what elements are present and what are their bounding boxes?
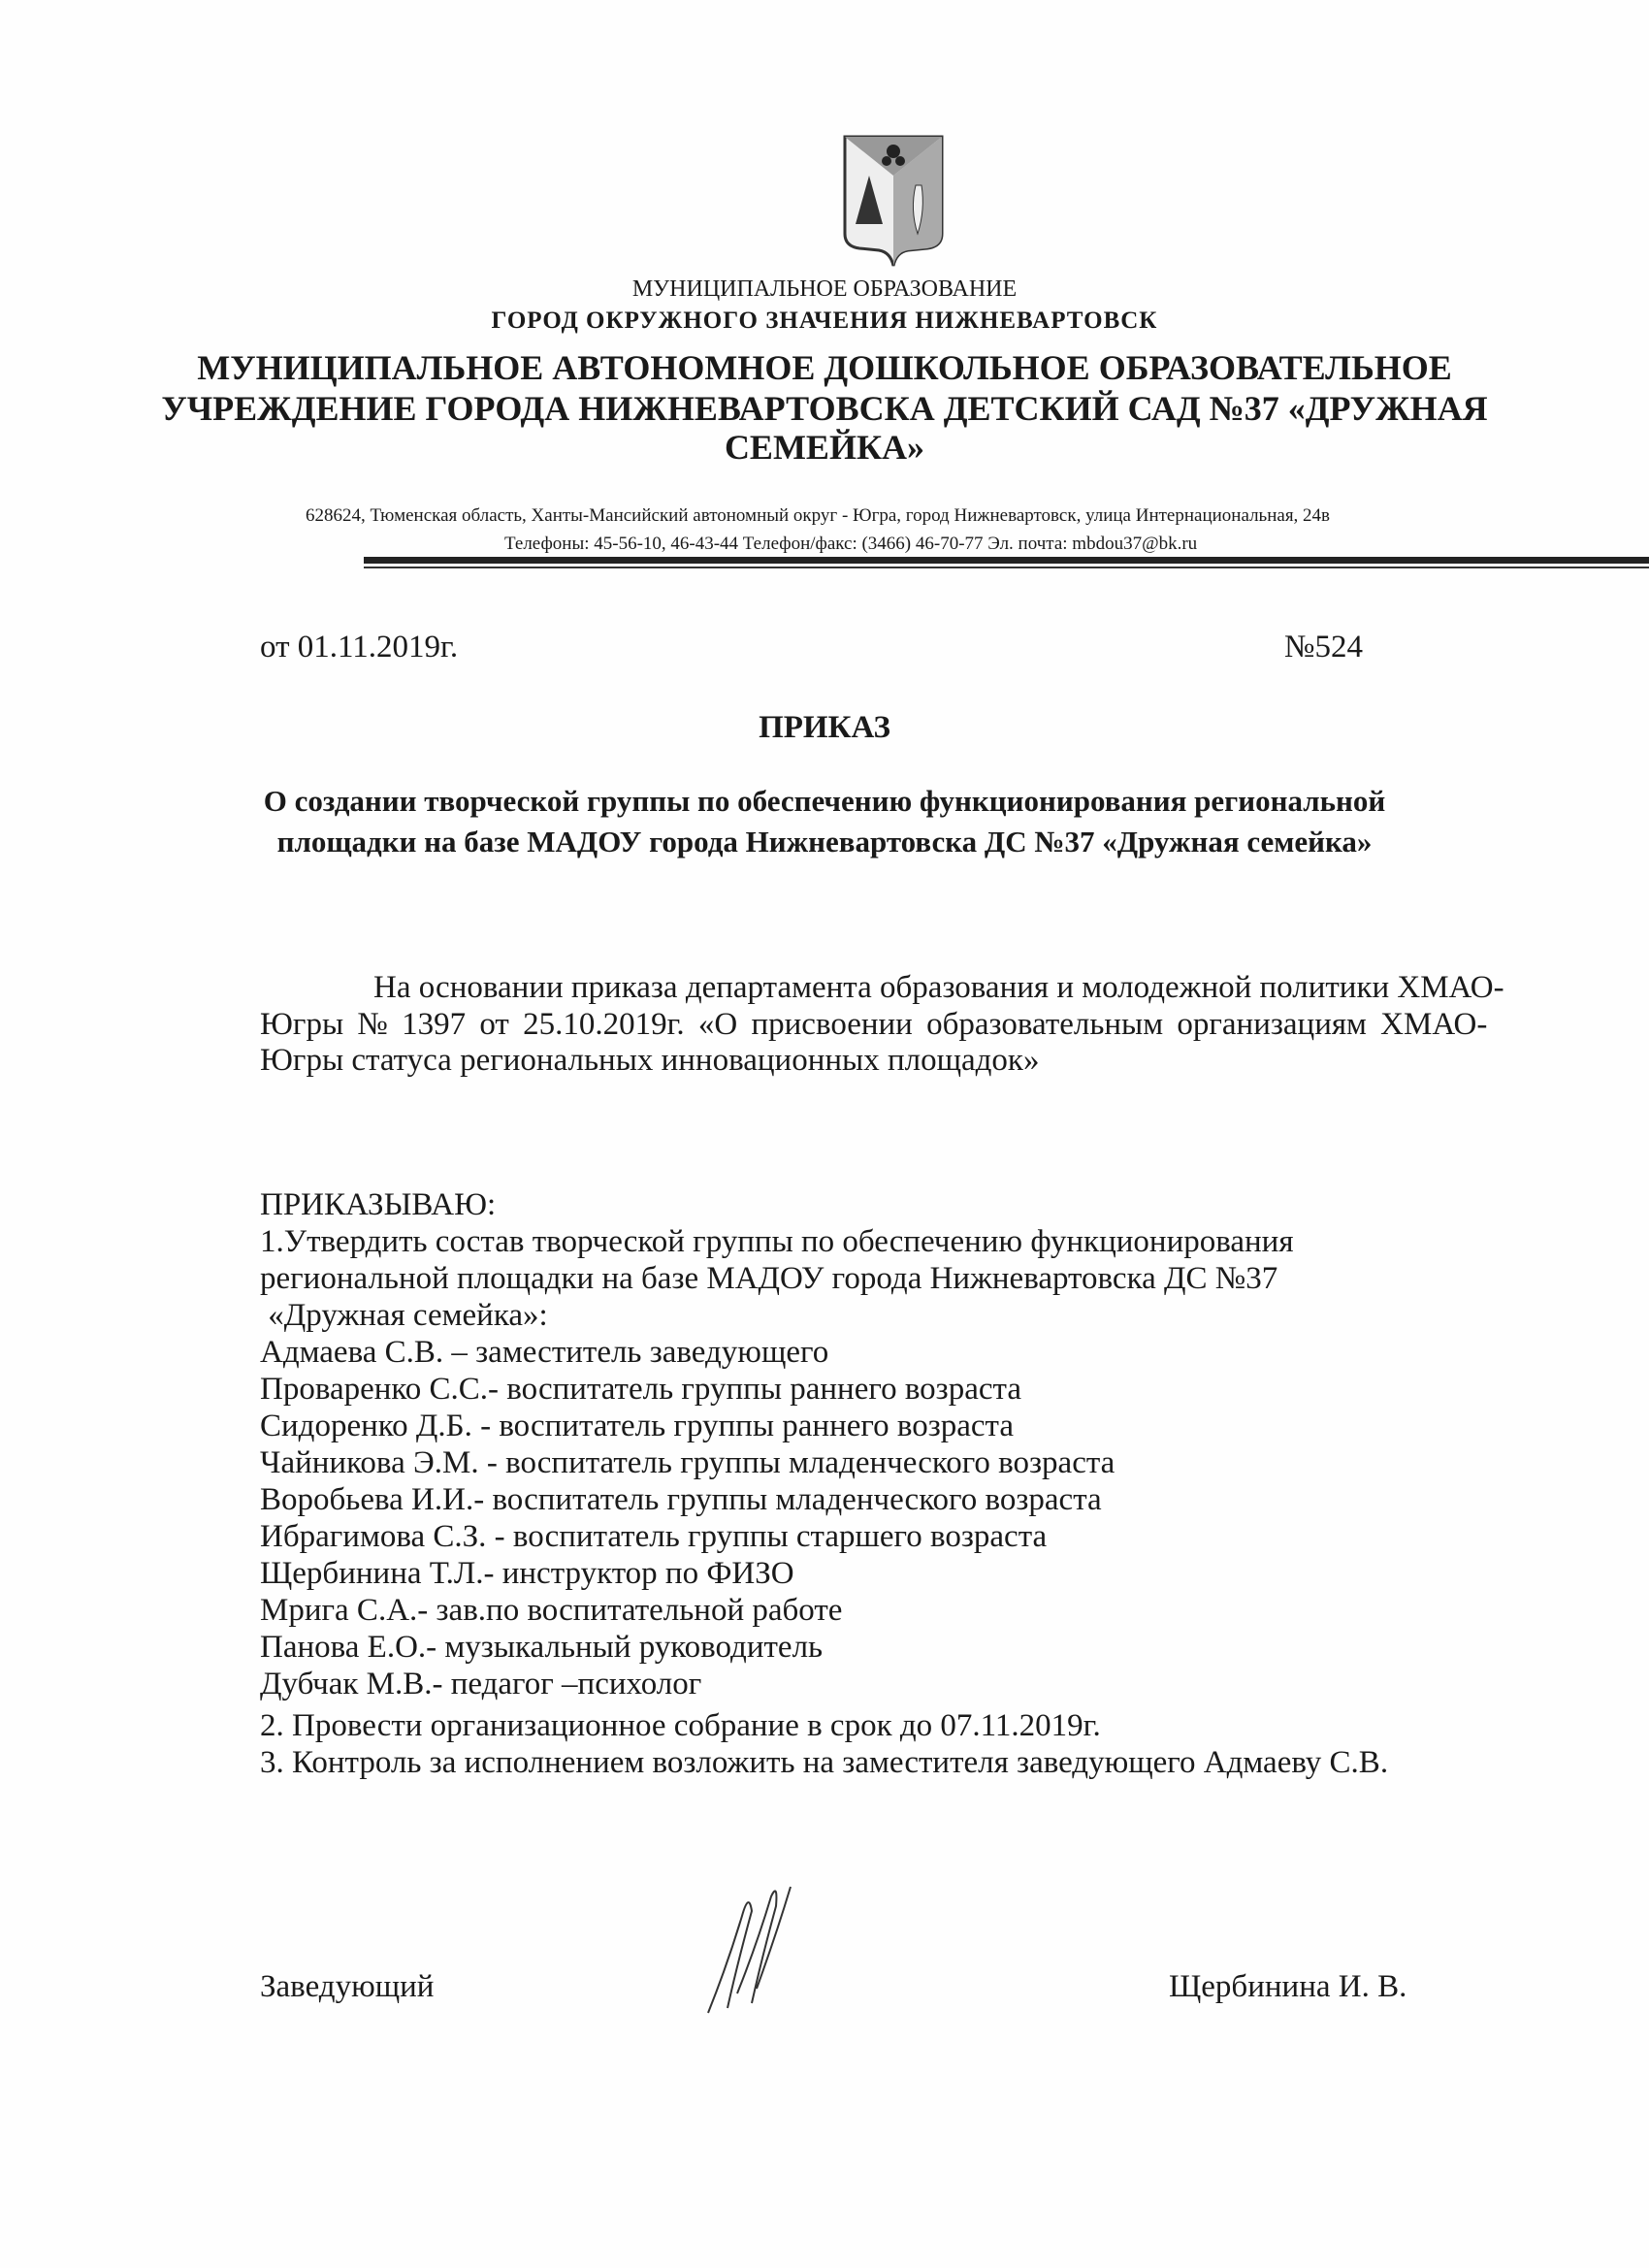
municipality-line: МУНИЦИПАЛЬНОЕ ОБРАЗОВАНИЕ [631,276,1018,302]
member-item: Мрига С.А.- зав.по воспитательной работе [260,1593,843,1628]
member-item: Щербинина Т.Л.- инструктор по ФИЗО [260,1556,794,1591]
member-item: Сидоренко Д.Б. - воспитатель группы раннего возраста [260,1409,1014,1443]
item3: 3. Контроль за исполнением возложить на заместителя заведующего Адмаеву С.В. [260,1745,1389,1780]
header-rule [364,557,1649,564]
item2: 2. Провести организационное собрание в срок до 07.11.2019г. [260,1708,1101,1743]
city-line: ГОРОД ОКРУЖНОГО ЗНАЧЕНИЯ НИЖНЕВАРТОВСК [491,308,1158,334]
basis-line-2: Югры № 1397 от 25.10.2019г. «О присвоении образовательным организациям ХМАО- [260,1007,1488,1042]
signatory-name: Щербинина И. В. [1169,1969,1407,2004]
member-item: Чайникова Э.М. - воспитатель группы младенческого возраста [260,1445,1116,1480]
handwritten-signature [698,1877,805,2023]
org-name-line-3: СЕМЕЙКА» [724,428,925,467]
email-link[interactable]: mbdou37@bk.ru [1072,534,1198,554]
member-item: Ибрагимова С.З. - воспитатель группы старшего возраста [260,1519,1048,1554]
address: 628624, Тюменская область, Ханты-Мансийский автономный округ - Югра, город Нижневартовск, улица Интернациональная, 24в [306,505,1331,526]
basis-line-1: На основании приказа департамента образования и молодежной политики ХМАО- [373,970,1504,1005]
member-item: Проваренко С.С.- воспитатель группы раннего возраста [260,1372,1021,1407]
order-title-line-2: площадки на базе МАДОУ города Нижневартовска ДС №37 «Дружная семейка» [276,825,1373,859]
signatory-position: Заведующий [260,1969,435,2004]
contacts [504,535,1197,553]
org-name-line-2: УЧРЕЖДЕНИЕ ГОРОДА НИЖНЕВАРТОВСКА ДЕТСКИЙ САД №37 «ДРУЖНАЯ [161,389,1488,428]
member-item: Воробьева И.И.- воспитатель группы младенческого возраста [260,1482,1102,1517]
phones: Телефоны: 45-56-10, 46-43-44 Телефон/факс: (3466) 46-70-77 Эл. почта: [504,534,1073,554]
member-item: Дубчак М.В.- педагог –психолог [260,1667,702,1701]
header-rule-thin [364,567,1649,568]
order-title-line-1: О создании творческой группы по обеспечению функционирования региональной [263,784,1386,818]
order-number: №524 [1284,630,1363,664]
item1-line-2: региональной площадки на базе МАДОУ города Нижневартовска ДС №37 [260,1261,1278,1296]
order-date: от 01.11.2019г. [260,630,459,664]
org-name-line-1: МУНИЦИПАЛЬНОЕ АВТОНОМНОЕ ДОШКОЛЬНОЕ ОБРАЗОВАТЕЛЬНОЕ [197,348,1452,387]
order-heading: ПРИКАЗ [759,710,890,745]
order-word: ПРИКАЗЫВАЮ: [260,1187,497,1222]
item1-line-3: «Дружная семейка»: [260,1298,548,1333]
item1-line-1: 1.Утвердить состав творческой группы по обеспечению функционирования [260,1224,1294,1259]
member-item: Адмаева С.В. – заместитель заведующего [260,1335,829,1370]
coat-of-arms-emblem [840,132,947,268]
member-item: Панова Е.О.- музыкальный руководитель [260,1630,824,1665]
basis-line-3: Югры статуса региональных инновационных площадок» [260,1043,1040,1078]
